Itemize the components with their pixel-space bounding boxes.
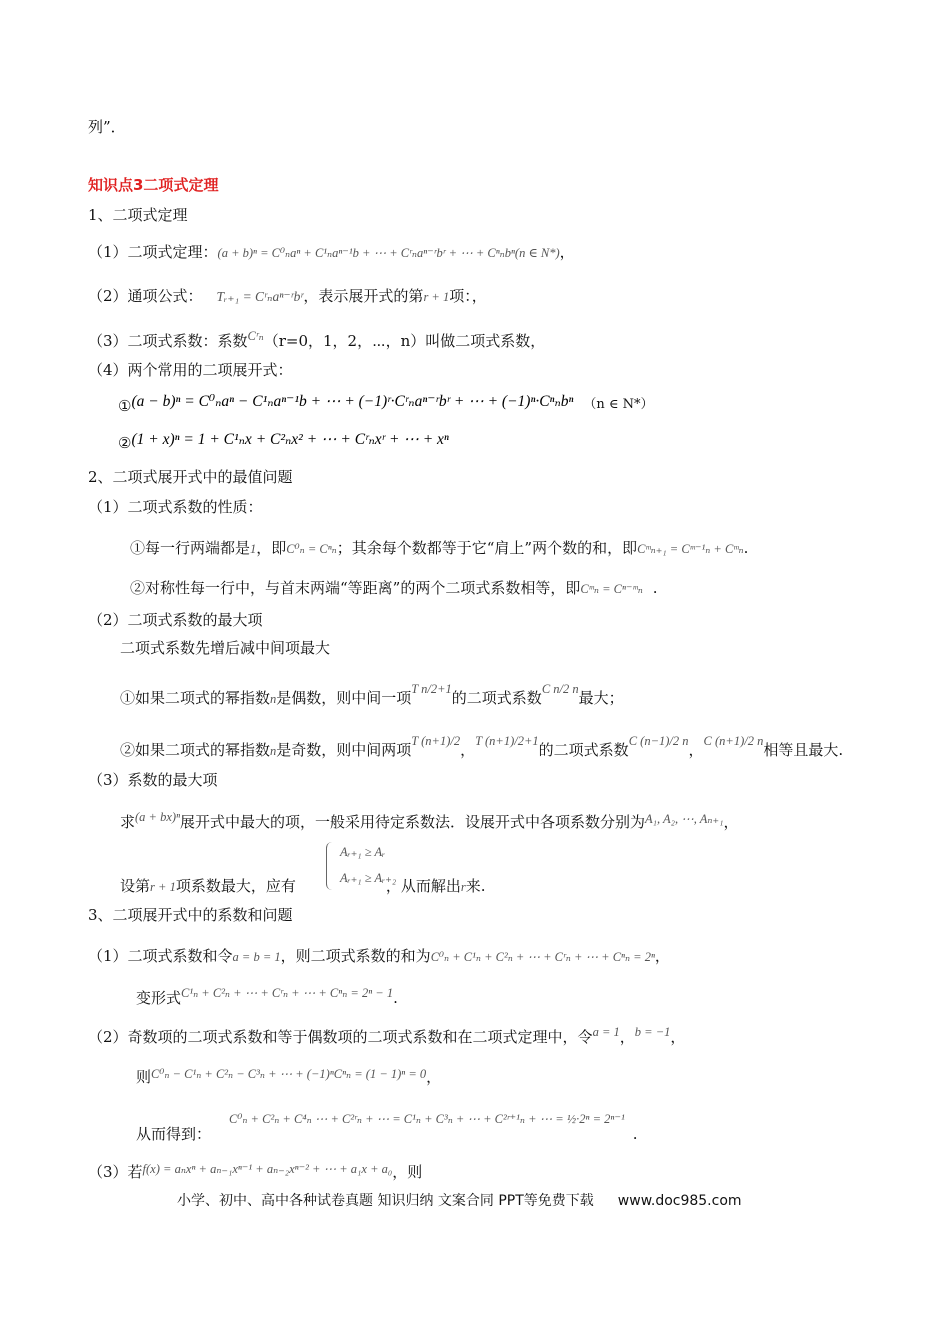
text-increase-decrease: 二项式系数先增后减中间项最大 <box>120 639 331 657</box>
paragraph-binomial-theorem <box>88 242 575 263</box>
expansion-a-minus-b <box>118 393 654 418</box>
text: ，即 <box>256 539 287 557</box>
formula-a-plus-bx: (a + bx)ⁿ <box>135 810 181 824</box>
formula-sum-minus-1: C¹ₙ + C²ₙ + ⋯ + Cʳₙ + ⋯ + Cⁿₙ = 2ⁿ − 1 <box>181 986 394 1000</box>
continuation-text: 列”． <box>88 118 126 136</box>
text: 则 <box>136 1068 152 1086</box>
text: 是奇数，则中间两项 <box>276 741 412 759</box>
text: （r=0，1，2，⋯，n）叫做二项式系数， <box>263 332 546 350</box>
formula-coefficient-list: A₁, A₂, ⋯, Aₙ₊₁ <box>645 812 724 826</box>
paragraph-odd-even-sum <box>88 1027 685 1048</box>
text: ；其余每个数都等于它“肩上”两个数的和，即 <box>336 539 638 557</box>
text: 最大； <box>578 689 624 707</box>
formula-symmetry: Cᵐₙ = Cⁿ⁻ᵐₙ <box>580 582 643 596</box>
formula-n: n <box>270 744 277 758</box>
formula-general-term: Tᵣ₊₁ = Cʳₙaⁿ⁻ʳbʳ <box>216 289 304 304</box>
text: ①如果二项式的幂指数 <box>120 689 271 707</box>
expansion-1-plus-x <box>118 433 449 454</box>
formula-c0-equals-cn: C⁰ₙ = Cⁿₙ <box>286 542 337 556</box>
label: （1）二项式定理： <box>88 243 218 261</box>
paragraph-general-term <box>88 286 487 307</box>
punct: ， <box>688 741 704 759</box>
text: 项系数最大，应有 <box>175 877 296 895</box>
punct: ， <box>619 1028 635 1046</box>
condition: （n ∈ N*） <box>583 397 654 412</box>
text: 项：， <box>449 287 487 305</box>
text: 展开式中最大的项，一般采用待定系数法．设展开式中各项系数分别为 <box>180 813 646 831</box>
text: ②如果二项式的幂指数 <box>120 741 271 759</box>
subsection-title: 3、二项展开式中的系数和问题 <box>88 906 293 924</box>
subsection-title: 2、二项式展开式中的最值问题 <box>88 468 293 486</box>
paragraph-max-binomial-term: （2）二项式系数的最大项 <box>88 611 263 629</box>
formula-binomial-theorem: (a + b)ⁿ = C⁰ₙaⁿ + C¹ₙaⁿ⁻¹b + ⋯ + Cʳₙaⁿ⁻ʳbʳ + ⋯ + Cⁿₙbⁿ(n ∈ N*) <box>217 246 560 260</box>
punct: ， <box>559 243 575 261</box>
label: （2）通项公式： <box>88 287 203 305</box>
formula-b-eq-minus-1: b = −1 <box>634 1025 671 1039</box>
formula-middle-term-2: T (n+1)/2+1 <box>475 734 539 748</box>
punct: . <box>743 539 749 557</box>
circled-1: ① <box>118 397 132 415</box>
formula-pascal-rule: Cᵐₙ₊₁ = Cᵐ⁻¹ₙ + Cᵐₙ <box>637 542 744 556</box>
text: 从而得到： <box>136 1125 212 1143</box>
formula-r: r <box>460 880 466 894</box>
text: 设第 <box>120 877 151 895</box>
formula-a-eq-b-eq-1: a = b = 1 <box>232 950 281 964</box>
paragraph-coefficient-sum <box>88 946 670 967</box>
text: ，则 <box>392 1163 423 1181</box>
method-conclusion <box>120 876 486 897</box>
formula-alternating-sum: C⁰ₙ − C¹ₙ + C²ₙ − C³ₙ + ⋯ + (−1)ⁿCⁿₙ = (1 − 1)ⁿ = 0 <box>151 1067 427 1081</box>
text: 的二项式系数 <box>451 689 542 707</box>
text: 相等且最大. <box>763 741 844 759</box>
paragraph-common-expansions: （4）两个常用的二项展开式： <box>88 361 293 379</box>
formula-c-r-n: Cʳₙ <box>247 329 264 343</box>
punct: . <box>632 1125 638 1143</box>
property-symmetry <box>130 578 658 599</box>
punct: ， <box>426 1068 442 1086</box>
text: ②对称性每一行中，与首末两端“等距离”的两个二项式系数相等，即 <box>130 579 581 597</box>
subsection-title: 1、二项式定理 <box>88 206 188 224</box>
formula-middle-term: T n/2+1 <box>411 682 452 696</box>
formula-middle-term-1: T (n+1)/2 <box>411 734 461 748</box>
formula-n: n <box>270 692 277 706</box>
formula-r-plus-1: r + 1 <box>423 290 450 304</box>
method-undetermined-coefficients <box>120 812 738 833</box>
inequality-2: Aᵣ₊₁ ≥ Aᵣ₊₂ <box>340 871 397 885</box>
paragraph-coefficient-properties: （1）二项式系数的性质： <box>88 498 263 516</box>
formula-middle-coefficient: C n/2 n <box>541 682 579 696</box>
text: （1）二项式系数和令 <box>88 947 233 965</box>
punct: ， <box>654 947 670 965</box>
text: ，从而解出 <box>385 877 461 895</box>
formula-one: 1 <box>250 542 257 556</box>
label: （3）二项式系数：系数 <box>88 332 248 350</box>
punct: ， <box>670 1028 686 1046</box>
footer-banner <box>177 1191 742 1211</box>
property-ends-and-shoulders <box>130 538 748 559</box>
text: （3）若 <box>88 1163 143 1181</box>
formula-a-minus-b: (a − b)ⁿ = C⁰ₙaⁿ − C¹ₙaⁿ⁻¹b + ⋯ + (−1)ʳ·Cʳₙaⁿ⁻ʳbʳ + ⋯ + (−1)ⁿ·Cⁿₙbⁿ <box>131 393 574 410</box>
text: 求 <box>120 813 136 831</box>
circled-2: ② <box>118 434 132 452</box>
text: ①每一行两端都是 <box>130 539 251 557</box>
formula-odd-even-equal: C⁰ₙ + C²ₙ + C⁴ₙ ⋯ + C²ʳₙ + ⋯ = C¹ₙ + C³ₙ + ⋯ + C²ʳ⁺¹ₙ + ⋯ = ½·2ⁿ = 2ⁿ⁻¹ <box>229 1112 625 1126</box>
formula-coefficient-1: C (n−1)/2 n <box>628 734 689 748</box>
text: ，表示展开式的第 <box>303 287 424 305</box>
text: （2）奇数项的二项式系数和等于偶数项的二项式系数和在二项式定理中，令 <box>88 1028 593 1046</box>
text: ，则二项式系数的和为 <box>280 947 431 965</box>
text: 变形式 <box>136 989 182 1007</box>
formula-1-plus-x: (1 + x)ⁿ = 1 + C¹ₙx + C²ₙx² + ⋯ + Cʳₙxʳ + ⋯ + xⁿ <box>131 431 449 448</box>
punct: ， <box>723 813 739 831</box>
case-even-exponent <box>120 682 624 709</box>
formula-r-plus-1: r + 1 <box>150 880 176 894</box>
formula-sum-2n: C⁰ₙ + C¹ₙ + C²ₙ + ⋯ + Cʳₙ + ⋯ + Cⁿₙ = 2ⁿ <box>430 950 655 964</box>
text: 来. <box>465 877 486 895</box>
inequality-1: Aᵣ₊₁ ≥ Aᵣ <box>340 845 386 859</box>
alternating-sum <box>136 1067 441 1088</box>
footer-site-link[interactable]: www.doc985.com <box>617 1193 742 1209</box>
case-odd-exponent <box>120 734 844 761</box>
text: 是偶数，则中间一项 <box>276 689 412 707</box>
punct: . <box>652 579 658 597</box>
formula-coefficient-2: C (n+1)/2 n <box>703 734 764 748</box>
paragraph-polynomial <box>88 1162 422 1183</box>
text: 的二项式系数 <box>538 741 629 759</box>
paragraph-max-coefficient-term: （3）系数的最大项 <box>88 771 218 789</box>
punct: ， <box>460 741 476 759</box>
paragraph-binomial-coefficient <box>88 331 545 352</box>
formula-a-eq-1: a = 1 <box>592 1025 620 1039</box>
footer-text: 小学、初中、高中各种试卷真题 知识归纳 文案合同 PPT等免费下载 <box>177 1193 594 1209</box>
section-heading: 知识点3二项式定理 <box>88 176 219 194</box>
punct: . <box>393 989 398 1007</box>
variant-formula <box>136 988 398 1009</box>
formula-polynomial: f(x) = aₙxⁿ + aₙ₋₁xⁿ⁻¹ + aₙ₋₂xⁿ⁻² + ⋯ + a₁x + a₀ <box>142 1162 393 1176</box>
